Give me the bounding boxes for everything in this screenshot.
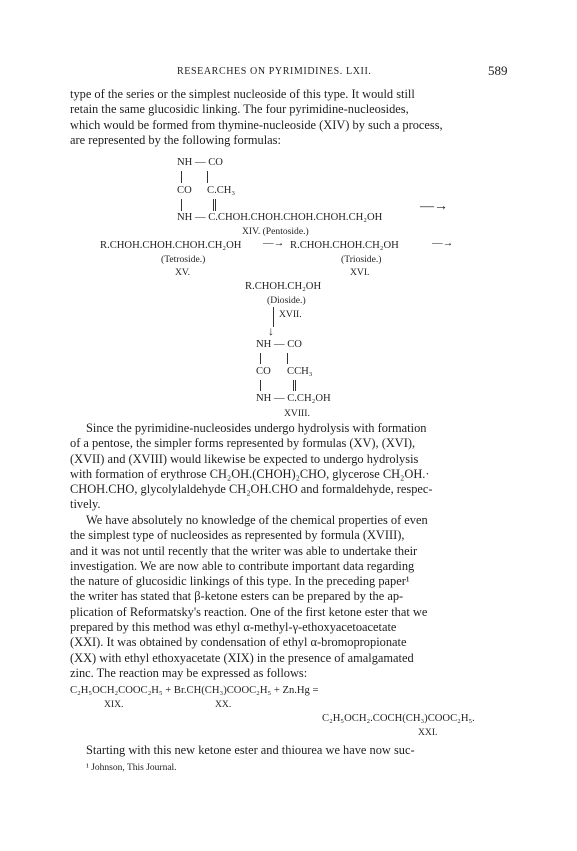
bond-line <box>181 171 182 183</box>
formula-label: XVII. <box>279 309 302 320</box>
text-line: (XX) with ethyl ethoxyacetate (XIX) in the presence of amalgamated <box>70 650 414 665</box>
arrow-right-icon: —→ <box>420 199 448 214</box>
formula-xvi: R.CHOH.CHOH.CH₂OH <box>290 240 399 251</box>
text-line: the simplest type of nucleosides as represented by formula (XVIII), <box>70 528 405 543</box>
bond-line <box>293 380 294 391</box>
formula-label: XIX. <box>104 699 124 710</box>
text-line: plication of Reformatsky's reaction. One of the first ketone ester that we <box>70 604 428 619</box>
text-line: which would be formed from thymine-nucleoside (XIV) by such a process, <box>70 117 443 132</box>
text-line: the nature of glucosidic linkings of this type. In the preceding paper¹ <box>70 574 410 589</box>
tetroside-label: (Tetroside.) <box>161 254 206 265</box>
formula-atom: CO <box>177 185 192 196</box>
formula-label: XX. <box>215 699 232 710</box>
page-number: 589 <box>488 63 508 78</box>
text-line: (XVII) and (XVIII) would likewise be expected to undergo hydrolysis <box>70 451 419 466</box>
formula-row: NH — CO <box>256 339 302 350</box>
text-line: of a pentose, the simpler forms represented by formulas (XV), (XVI), <box>70 436 416 451</box>
formula-label: XIV. (Pentoside.) <box>242 226 309 237</box>
text-line: zinc. The reaction may be expressed as follows: <box>70 665 308 680</box>
footnote: ¹ Johnson, This Journal. <box>86 763 177 773</box>
text-line: Starting with this new ketone ester and thiourea we have now suc- <box>86 743 415 757</box>
arrow-right-icon: —→ <box>432 238 454 249</box>
formula-row: R.CHOH.CH₂OH <box>245 281 322 292</box>
formula-atom: CO <box>256 366 271 377</box>
formula-atom: CCH₃ <box>287 366 313 377</box>
text-line: type of the series or the simplest nucleoside of this type. It would still <box>70 87 415 101</box>
text-line: prepared by this method was ethyl α-methyl-γ-ethoxyacetoacetate <box>70 620 397 635</box>
running-title: RESEARCHES ON PYRIMIDINES. LXII. <box>177 66 372 77</box>
text-line: and it was not until recently that the writer was able to undertake their <box>70 543 418 558</box>
text-line: tively. <box>70 497 101 512</box>
formula-row: NH — C.CH₂OH <box>256 393 331 404</box>
formula-row: NH — C.CHOH.CHOH.CHOH.CHOH.CH₂OH <box>177 212 383 223</box>
trioside-label: (Trioside.) <box>341 254 382 265</box>
bond-line <box>260 380 261 391</box>
arrow-right-icon: —→ <box>263 238 285 249</box>
bond-line <box>215 199 216 211</box>
text-line: the writer has stated that β-ketone esters can be prepared by the ap- <box>70 589 404 604</box>
formula-row: NH — CO <box>177 157 223 168</box>
text-line: retain the same glucosidic linking. The four pyrimidine-nucleosides, <box>70 102 409 117</box>
formula-label: XXI. <box>418 727 438 738</box>
bond-line <box>260 353 261 364</box>
reaction-product: C₂H₅OCH₂.COCH(CH₃)COOC₂H₅. <box>322 713 475 724</box>
text-line: CHOH.CHO, glycolylaldehyde CH₂OH.CHO and formaldehyde, respec- <box>70 482 433 497</box>
text-line: (XXI). It was obtained by condensation of ethyl α-bromopropionate <box>70 635 407 650</box>
formula-xv: R.CHOH.CHOH.CHOH.CH₂OH <box>100 240 242 251</box>
text-line: are represented by the following formulas: <box>70 132 281 147</box>
text-line: investigation. We are now able to contribute important data regarding <box>70 558 415 573</box>
paragraph-knowledge <box>70 513 510 681</box>
paragraph-intro <box>70 87 510 148</box>
bond-line <box>295 380 296 391</box>
text-line: We have absolutely no knowledge of the chemical properties of even <box>86 513 428 527</box>
paragraph-hydrolysis <box>70 421 510 513</box>
bond-line <box>287 353 288 364</box>
formula-label: XVIII. <box>284 408 310 419</box>
bond-line <box>213 199 214 211</box>
formula-atom: C.CH₃ <box>207 185 236 196</box>
bond-line <box>181 199 182 211</box>
arrow-down-icon: ↓ <box>268 324 274 338</box>
formula-label: XVI. <box>350 267 370 278</box>
reaction-reactants: C₂H₅OCH₂COOC₂H₅ + Br.CH(CH₃)COOC₂H₅ + Zn.Hg = <box>70 685 319 696</box>
bond-line <box>207 171 208 183</box>
formula-label: XV. <box>175 267 191 278</box>
text-line: Since the pyrimidine-nucleosides undergo hydrolysis with formation <box>86 421 427 435</box>
text-line: with formation of erythrose CH₂OH.(CHOH)₂CHO, glycerose CH₂OH.· <box>70 466 430 481</box>
dioside-label: (Dioside.) <box>267 295 306 306</box>
